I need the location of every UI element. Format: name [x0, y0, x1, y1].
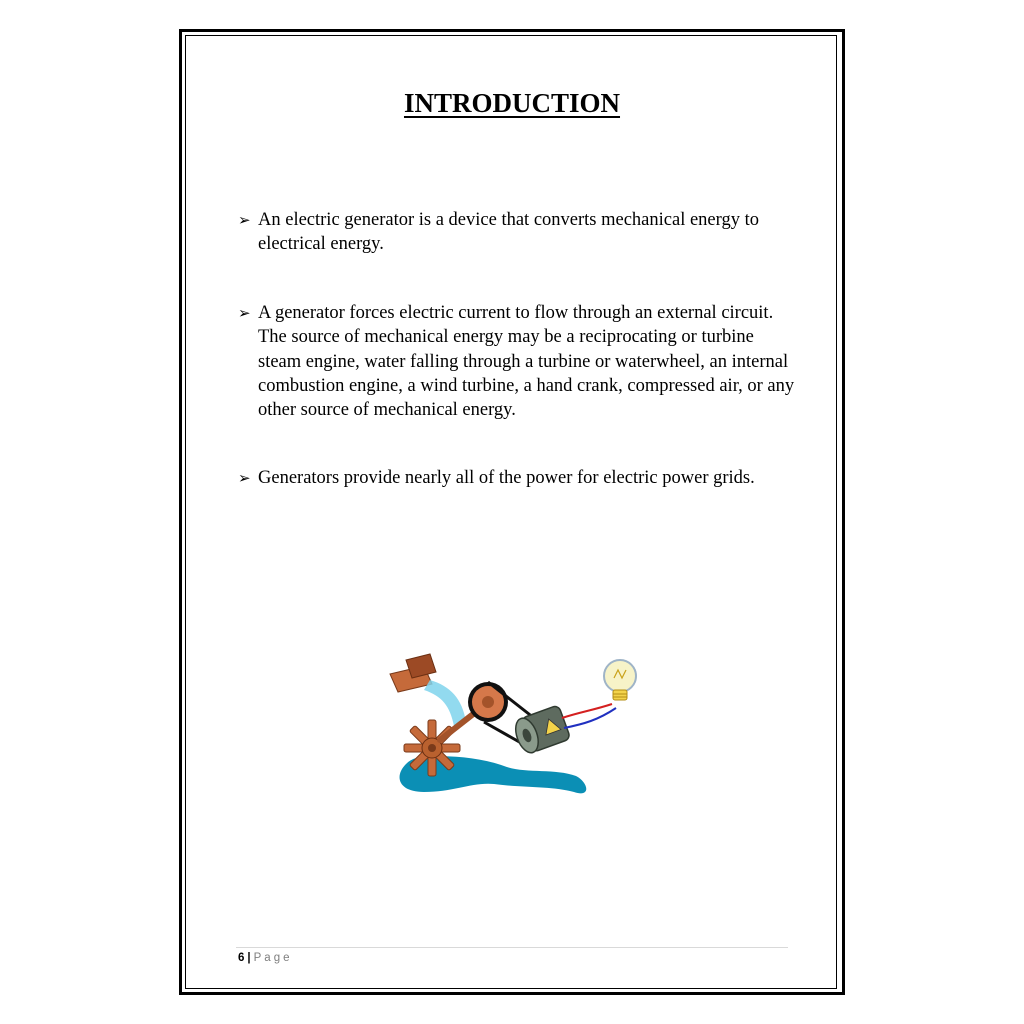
- bullet-list: [238, 208, 798, 490]
- footer-separator: |: [247, 952, 251, 964]
- bullet-text: An electric generator is a device that converts mechanical energy to electrical energy.: [258, 210, 759, 255]
- footer-divider: [236, 947, 788, 948]
- page-border-inner: [185, 35, 837, 989]
- arrow-bullet-icon: ➢: [238, 211, 251, 229]
- bullet-text: Generators provide nearly all of the power for electric power grids.: [258, 467, 755, 488]
- bullet-item: [238, 208, 798, 257]
- drive-pulley: [468, 682, 508, 722]
- page-label: Page: [253, 952, 293, 964]
- bullet-text: A generator forces electric current to flow through an external circuit. The source of mechanical energy may be a reciprocating or turbine steam engine, water falling through a turbine or waterwheel, an internal combustion engine, a wind turbine, a hand crank, compressed air, or any other source of mechanical energy.: [258, 302, 795, 421]
- lightbulb-icon: [604, 660, 636, 700]
- water-stream: [424, 680, 466, 726]
- page-footer: [238, 951, 292, 965]
- arrow-bullet-icon: ➢: [238, 468, 251, 487]
- page-title: INTRODUCTION: [403, 88, 621, 118]
- generator: [511, 705, 570, 756]
- arrow-bullet-icon: ➢: [238, 303, 251, 322]
- bullet-item: [238, 466, 798, 490]
- waterwheel-generator-illustration: [384, 652, 646, 814]
- bullet-item: [238, 301, 798, 423]
- page-number: 6: [238, 952, 245, 964]
